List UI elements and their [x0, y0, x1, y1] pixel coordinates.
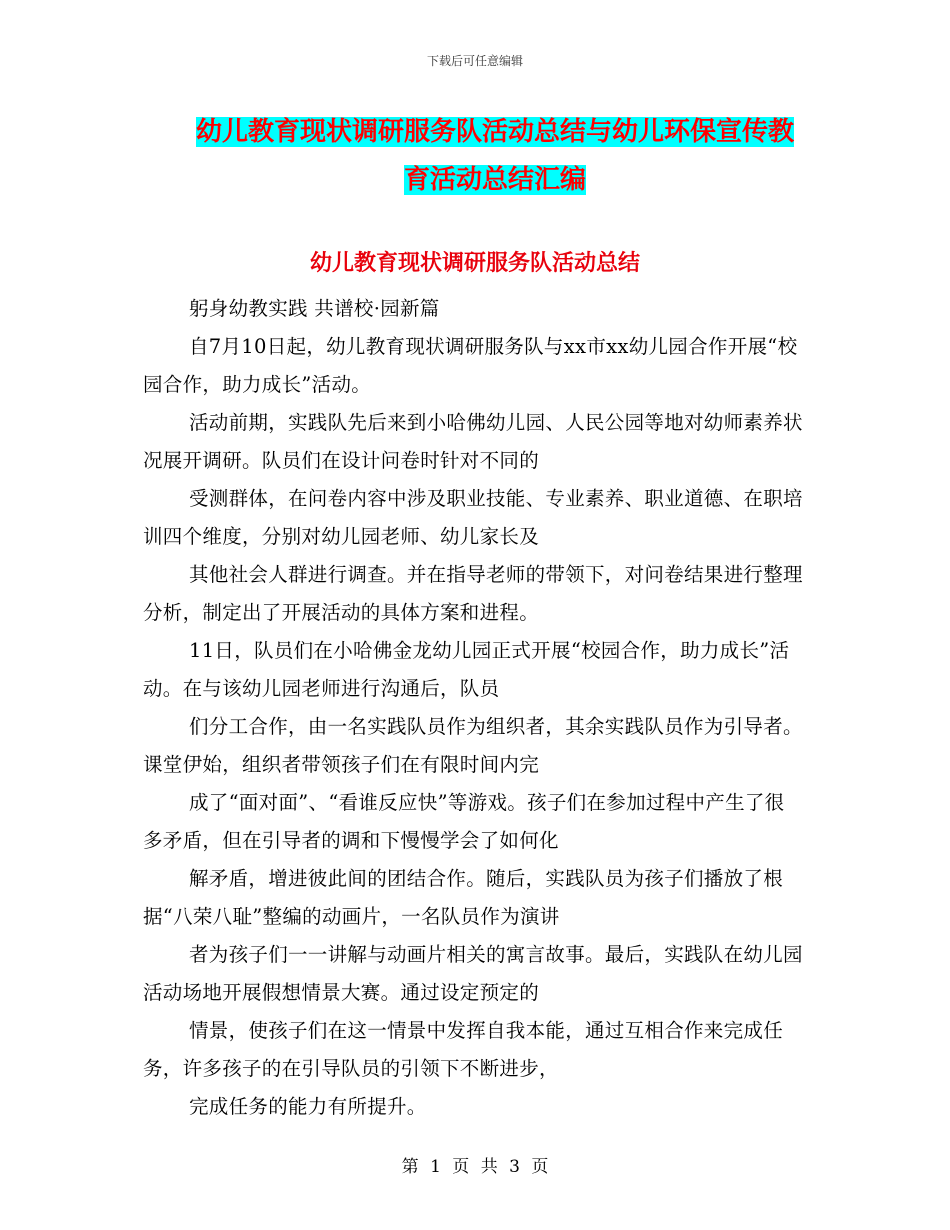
- body-text: [143, 290, 803, 1126]
- paragraph: 躬身幼教实践 共谱校·园新篇: [189, 297, 440, 320]
- paragraph: 们分工合作，由一名实践队员作为组织者，其余实践队员作为引导者。课堂伊始，组织者带领孩子们在有限时间内完: [143, 715, 803, 776]
- paragraph: 活动前期，实践队先后来到小哈佛幼儿园、人民公园等地对幼师素养状况展开调研。队员们在设计问卷时针对不同的: [143, 411, 803, 472]
- section-title: 幼儿教育现状调研服务队活动总结: [309, 250, 640, 276]
- paragraph: 解矛盾，增进彼此间的团结合作。随后，实践队员为孩子们播放了根据“八荣八耻”整编的动画片，一名队员作为演讲: [143, 867, 784, 928]
- paragraph: 11日，队员们在小哈佛金龙幼儿园正式开展“校园合作，助力成长”活动。在与该幼儿园老师进行沟通后，队员: [143, 639, 790, 700]
- paragraph: 受测群体，在问卷内容中涉及职业技能、专业素养、职业道德、在职培训四个维度，分别对幼儿园老师、幼儿家长及: [143, 487, 803, 548]
- document-title: [170, 108, 820, 204]
- paragraph: 完成任务的能力有所提升。: [189, 1095, 427, 1118]
- paragraph: 者为孩子们一一讲解与动画片相关的寓言故事。最后，实践队在幼儿园活动场地开展假想情景大赛。通过设定预定的: [143, 943, 803, 1004]
- paragraph: 情景，使孩子们在这一情景中发挥自我本能，通过互相合作来完成任务，许多孩子的在引导队员的引领下不断进步，: [143, 1019, 784, 1080]
- header-note: 下载后可任意编辑: [426, 54, 523, 68]
- paragraph: 成了“面对面”、“看谁反应快”等游戏。孩子们在参加过程中产生了很多矛盾，但在引导者的调和下慢慢学会了如何化: [143, 791, 785, 852]
- document-title-line-2: 育活动总结汇编: [403, 165, 586, 195]
- paragraph: 其他社会人群进行调查。并在指导老师的带领下，对问卷结果进行整理分析，制定出了开展活动的具体方案和进程。: [143, 563, 803, 624]
- paragraph: 自7月10日起，幼儿教育现状调研服务队与xx市xx幼儿园合作开展“校园合作，助力成长”活动。: [143, 335, 798, 396]
- page-number-footer: 第 1 页 共 3 页: [401, 1157, 549, 1177]
- document-title-line-1: 幼儿教育现状调研服务队活动总结与幼儿环保宣传教: [195, 117, 794, 147]
